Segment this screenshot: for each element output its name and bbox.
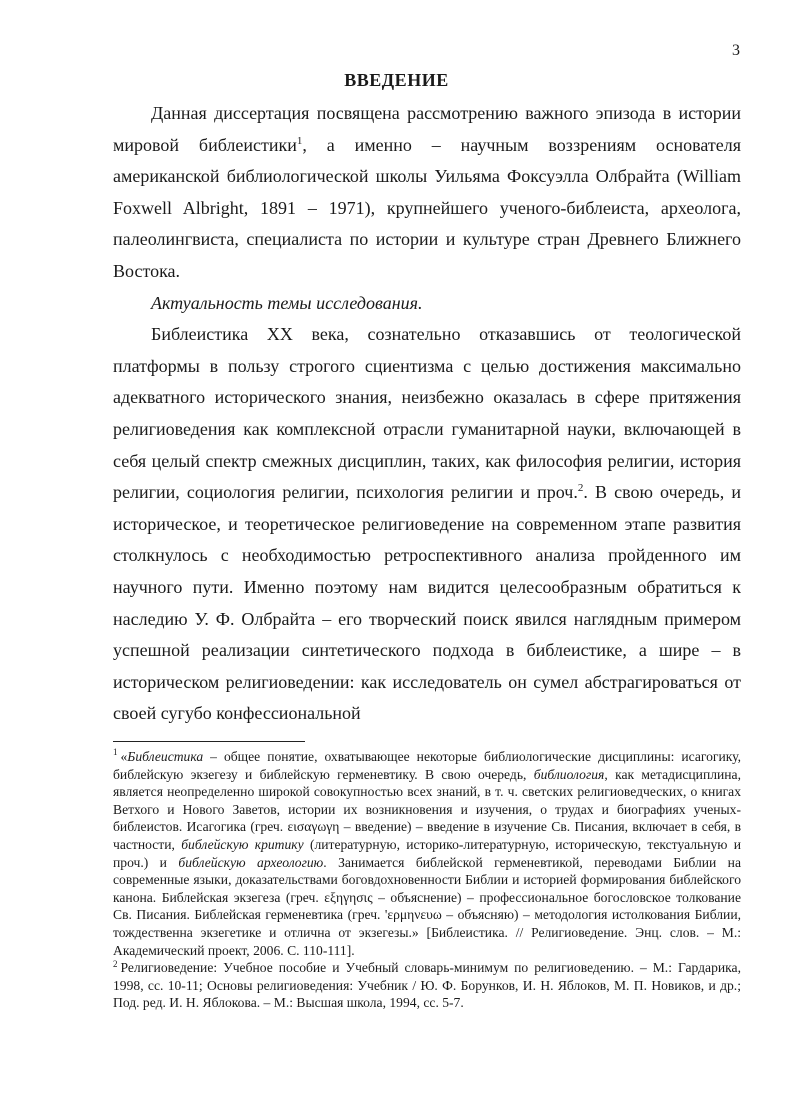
term-archaeology: библейскую археологию [178, 854, 324, 870]
term-biblistics: Библеистика [127, 749, 204, 764]
footnote-divider [113, 741, 305, 742]
footnote-1-text-d: . Занимается библейской герменевтикой, переводами Библии на современные языки, доказательствами боговдохновенности Библии и историей формирования библейского канона. Библейская экзегеза (греч. εξηγησις – объяснение) – профессиональное богословское толкование Св. Писания. Библейская герменевтика (греч. 'ερμηνευω – объясняю) – методология истолкования Библии, тождественна экзегетике и отлична от экзегезы.» [Библеистика. // Религиоведение. Энц. слов. – М.: Академический проект, 2006. С. 110-111]. [113, 854, 741, 958]
footnote-ref-1[interactable]: 1 [296, 134, 303, 147]
intro-text-continued: , а именно – научным воззрениям основателя американской библиологической школы Уильяма Фоксуэлла Олбрайта (William Foxwell Albright, 1891 – 1971), крупнейшего ученого-библеиста, археолога, палеолингвиста, специалиста по истории и культуре стран Древнего Ближнего Востока. [113, 134, 741, 281]
main-text-continued: . В свою очередь, и историческое, и теоретическое религиоведение на современном этапе развития столкнулось с необходимостью ретроспективного анализа пройденного им научного пути. Именно поэтому нам видится целесообразным обратиться к наследию У. Ф. Олбрайта – его творческий поиск явился наглядным примером успешной реализации синтетического подхода в библеистике, а шире – в историческом религиоведении: как исследователь он сумел абстрагироваться от своей сугубо конфессиональной [113, 482, 741, 724]
footnotes [113, 748, 741, 1012]
main-paragraph [113, 319, 741, 730]
intro-text: Данная диссертация посвящена рассмотрению важного эпизода в истории мировой библеистики [113, 103, 741, 155]
term-bibliology: библиология [533, 766, 605, 782]
footnote-1-quote: « [120, 749, 128, 764]
footnote-2-marker: 2 [113, 958, 118, 969]
footnote-1-text-a: – общее понятие, охватывающее некоторые библиологические дисциплины: исагогику, библейскую экзегезу и библейскую герменевтику. В свою очередь, [113, 749, 741, 782]
footnote-2-text: Религиоведение: Учебное пособие и Учебный словарь-минимум по религиоведению. – М.: Гардарика, 1998, сс. 10-11; Основы религиоведения: Учебник / Ю. Ф. Борунков, И. Н. Яблоков, М. П. Новиков, и др.; Под. ред. И. Н. Яблокова. – М.: Высшая школа, 1994, сс. 5-7. [113, 960, 741, 1011]
footnote-2 [113, 959, 741, 1012]
intro-paragraph [113, 98, 741, 288]
main-text: Библеистика XX века, сознательно отказавшись от теологической платформы в пользу строгого сциентизма с целью достижения максимально адекватного исторического знания, неизбежно оказалась в сфере притяжения религиоведения как комплексной отрасли гуманитарной науки, включающей в себя целый спектр смежных дисциплин, таких, как философия религии, история религии, социология религии, психология религии и проч. [113, 324, 741, 503]
relevance-heading: Актуальность темы исследования. [151, 292, 423, 313]
footnote-1-text-b: , как метадисциплина, является неопределенно широкой совокупностью всех знаний, в т. ч. светских религиоведческих, о книгах Ветхого и Нового Заветов, истории их возникновения и изучения, о трудах и биографиях ученых-библеистов. Исагогика (греч. εισαγωγη – введение) – введение в изучение Св. Писания, включает в себя, в частности, [113, 766, 741, 852]
page-title: ВВЕДЕНИЕ [344, 70, 449, 90]
footnote-1-text-c: (литературную, историко-литературную, историческую, текстуальную и проч.) и [113, 836, 741, 870]
footnote-1-marker: 1 [113, 747, 118, 758]
footnote-ref-2[interactable]: 2 [577, 482, 584, 495]
footnote-1 [113, 748, 741, 959]
body-text [113, 98, 741, 730]
page-number: 3 [732, 42, 740, 59]
term-criticism: библейскую критику [181, 836, 304, 852]
